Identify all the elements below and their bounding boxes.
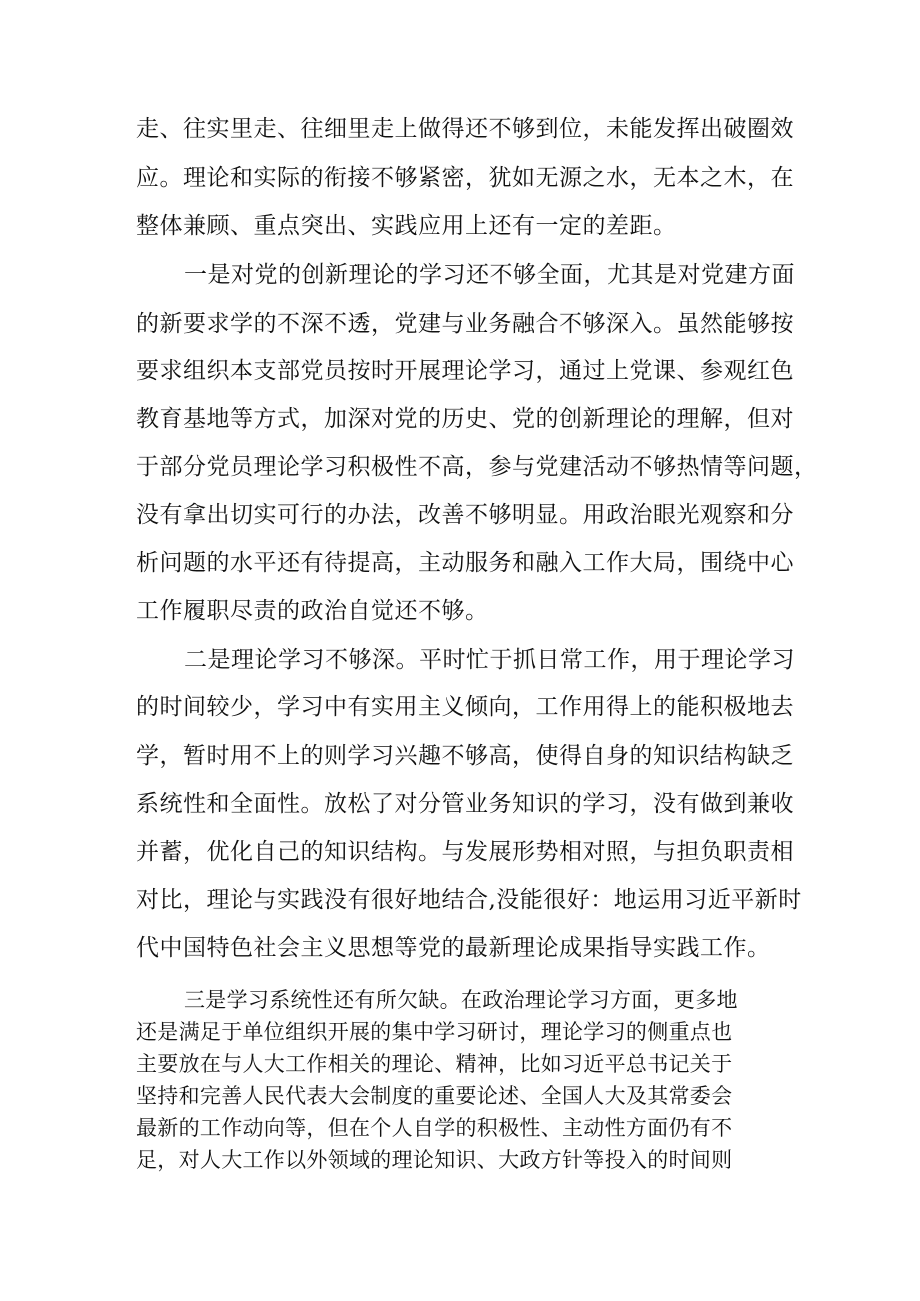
text-line: 系统性和全面性。放松了对分管业务知识的学习，没有做到兼收	[136, 791, 794, 817]
text-line: 工作履职尽责的政治自觉还不够。	[136, 598, 489, 624]
text-line: 代中国特色社会主义思想等党的最新理论成果指导实践工作。	[136, 935, 771, 961]
text-line: 整体兼顾、重点突出、实践应用上还有一定的差距。	[136, 213, 677, 239]
text-line: 的时间较少，学习中有实用主义倾向，工作用得上的能积极地去	[136, 694, 794, 720]
text-line: 主要放在与人大工作相关的理论、精神，比如习近平总书记关于	[136, 1052, 733, 1076]
text-line: 教育基地等方式，加深对党的历史、党的创新理论的理解，但对	[136, 406, 794, 432]
text-line: 最新的工作动向等，但在个人自学的积极性、主动性方面仍有不	[136, 1116, 733, 1140]
text-line: 的新要求学的不深不透，党建与业务融合不够深入。虽然能够按	[136, 311, 794, 337]
text-line: 一是对党的创新理论的学习还不够全面，尤其是对党建方面	[184, 262, 795, 288]
text-line: 对比，理论与实践没有很好地结合,没能很好：地运用习近平新时	[136, 887, 802, 913]
text-line: 二是理论学习不够深。平时忙于抓日常工作，用于理论学习	[184, 647, 795, 673]
text-line: 于部分党员理论学习积极性不高，参与党建活动不够热情等问题，	[136, 454, 818, 480]
text-line: 并蓄，优化自己的知识结构。与发展形势相对照，与担负职责相	[136, 839, 794, 865]
text-line: 应。理论和实际的衔接不够紧密，犹如无源之水，无本之木，在	[136, 165, 794, 191]
text-line: 足，对人大工作以外领域的理论知识、大政方针等投入的时间则	[136, 1148, 733, 1172]
text-line: 走、往实里走、往细里走上做得还不够到位，未能发挥出破圈效	[136, 116, 794, 142]
text-line: 学，暂时用不上的则学习兴趣不够高，使得自身的知识结构缺乏	[136, 743, 794, 769]
text-line: 没有拿出切实可行的办法，改善不够明显。用政治眼光观察和分	[136, 502, 794, 528]
text-line: 要求组织本支部党员按时开展理论学习，通过上党课、参观红色	[136, 358, 794, 384]
text-line: 三是学习系统性还有所欠缺。在政治理论学习方面，更多地	[184, 988, 738, 1012]
text-line: 析问题的水平还有待提高，主动服务和融入工作大局，围绕中心	[136, 550, 794, 576]
text-line: 坚持和完善人民代表大会制度的重要论述、全国人大及其常委会	[136, 1084, 733, 1108]
text-line: 还是满足于单位组织开展的集中学习研讨，理论学习的侧重点也	[136, 1020, 733, 1044]
